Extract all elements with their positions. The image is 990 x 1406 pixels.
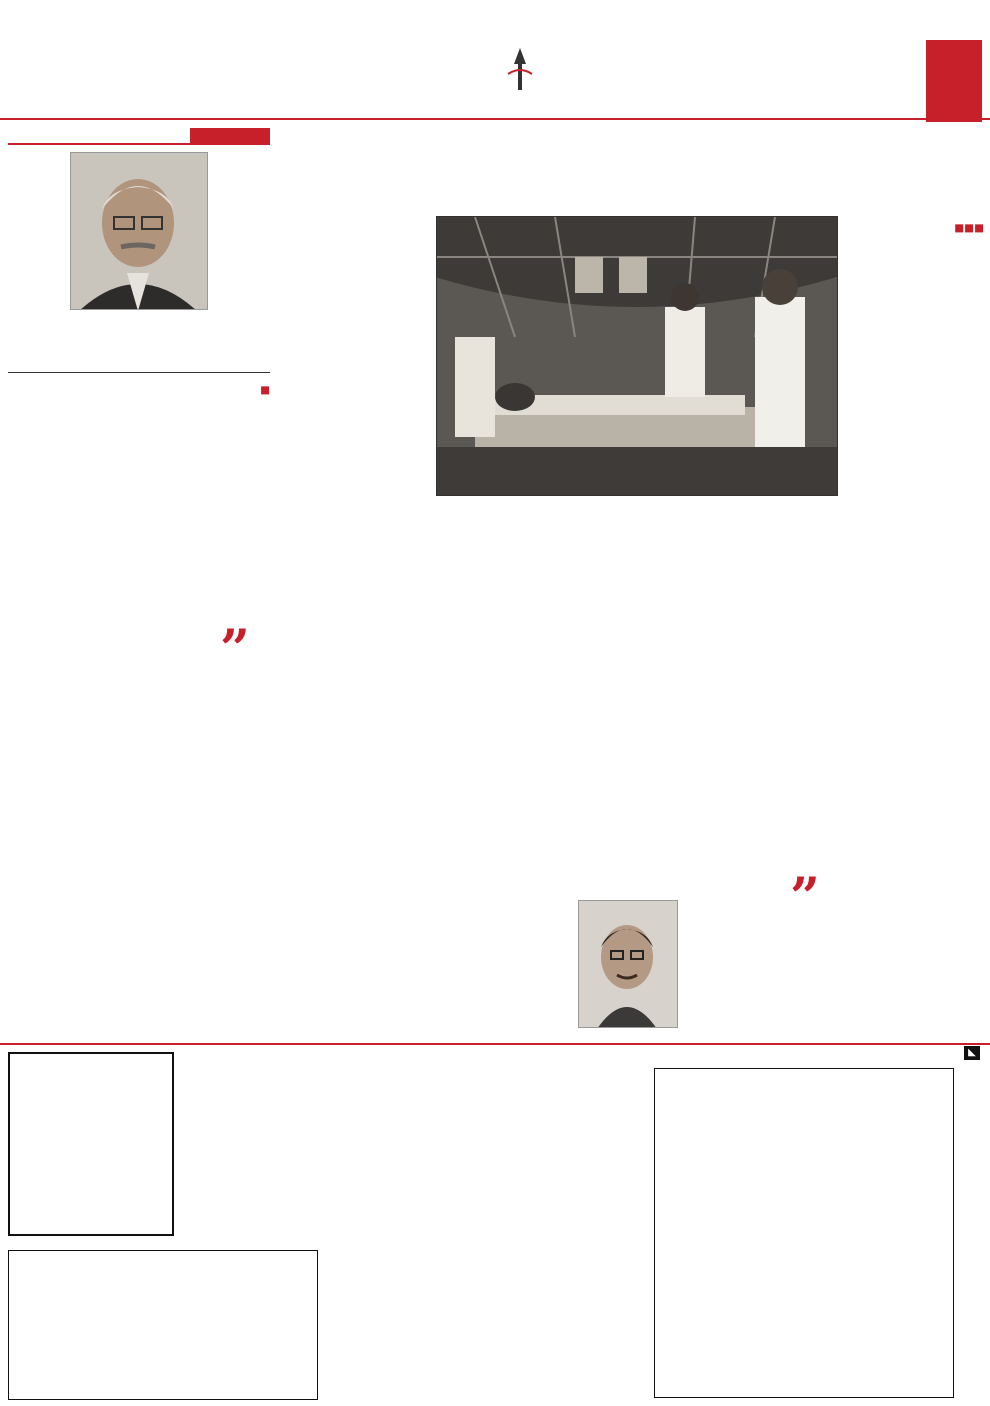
section-emblem-icon xyxy=(500,44,540,94)
sudoku-grid-lines xyxy=(10,1054,172,1234)
pilot-portrait-image xyxy=(70,153,207,310)
article-column-1 xyxy=(844,218,984,1028)
article-column-5 xyxy=(282,218,416,1028)
article-column-3 xyxy=(560,506,694,884)
question-heading xyxy=(844,222,984,235)
article-column-4 xyxy=(420,506,554,1028)
pilot-portrait xyxy=(70,152,208,310)
puzzle-section-rule xyxy=(0,1043,990,1045)
newspaper-logo xyxy=(926,40,982,122)
sudoku-grid[interactable] xyxy=(8,1052,174,1236)
previous-crossword-grid xyxy=(8,1250,318,1400)
masthead-rule xyxy=(0,118,990,120)
masthead xyxy=(0,0,990,120)
bullet-icon: ■ xyxy=(260,384,270,396)
field-hospital-image xyxy=(436,217,837,496)
crossword-row-numbers xyxy=(956,1068,984,1398)
article-pullquote xyxy=(686,916,836,1031)
crossword-column-numbers xyxy=(650,1050,960,1066)
yadkard-headline-rule xyxy=(8,372,270,373)
bullet-icon: ■■■ xyxy=(954,222,984,234)
author-line xyxy=(140,384,270,397)
previous-crossword-lines xyxy=(10,1251,317,1398)
quote-mark-icon: ” xyxy=(790,867,820,928)
crossword-grid[interactable] xyxy=(654,1068,954,1398)
main-photo xyxy=(436,216,838,496)
across-clues xyxy=(330,1146,642,1254)
martyr-portrait xyxy=(578,900,678,1028)
puzzle-icon: ◣ xyxy=(964,1046,980,1060)
down-clues xyxy=(330,1290,642,1400)
crossword-grid-lines xyxy=(653,1069,953,1399)
quote-mark-icon: ” xyxy=(220,619,250,680)
yadkard-column-2 xyxy=(8,380,136,1030)
yadkard-column-1 xyxy=(140,380,270,645)
martyr-portrait-image xyxy=(578,901,677,1028)
yadkard-column-1-bottom xyxy=(140,772,270,1030)
yadkard-tag xyxy=(190,128,270,144)
yadkard-rule xyxy=(8,143,270,145)
